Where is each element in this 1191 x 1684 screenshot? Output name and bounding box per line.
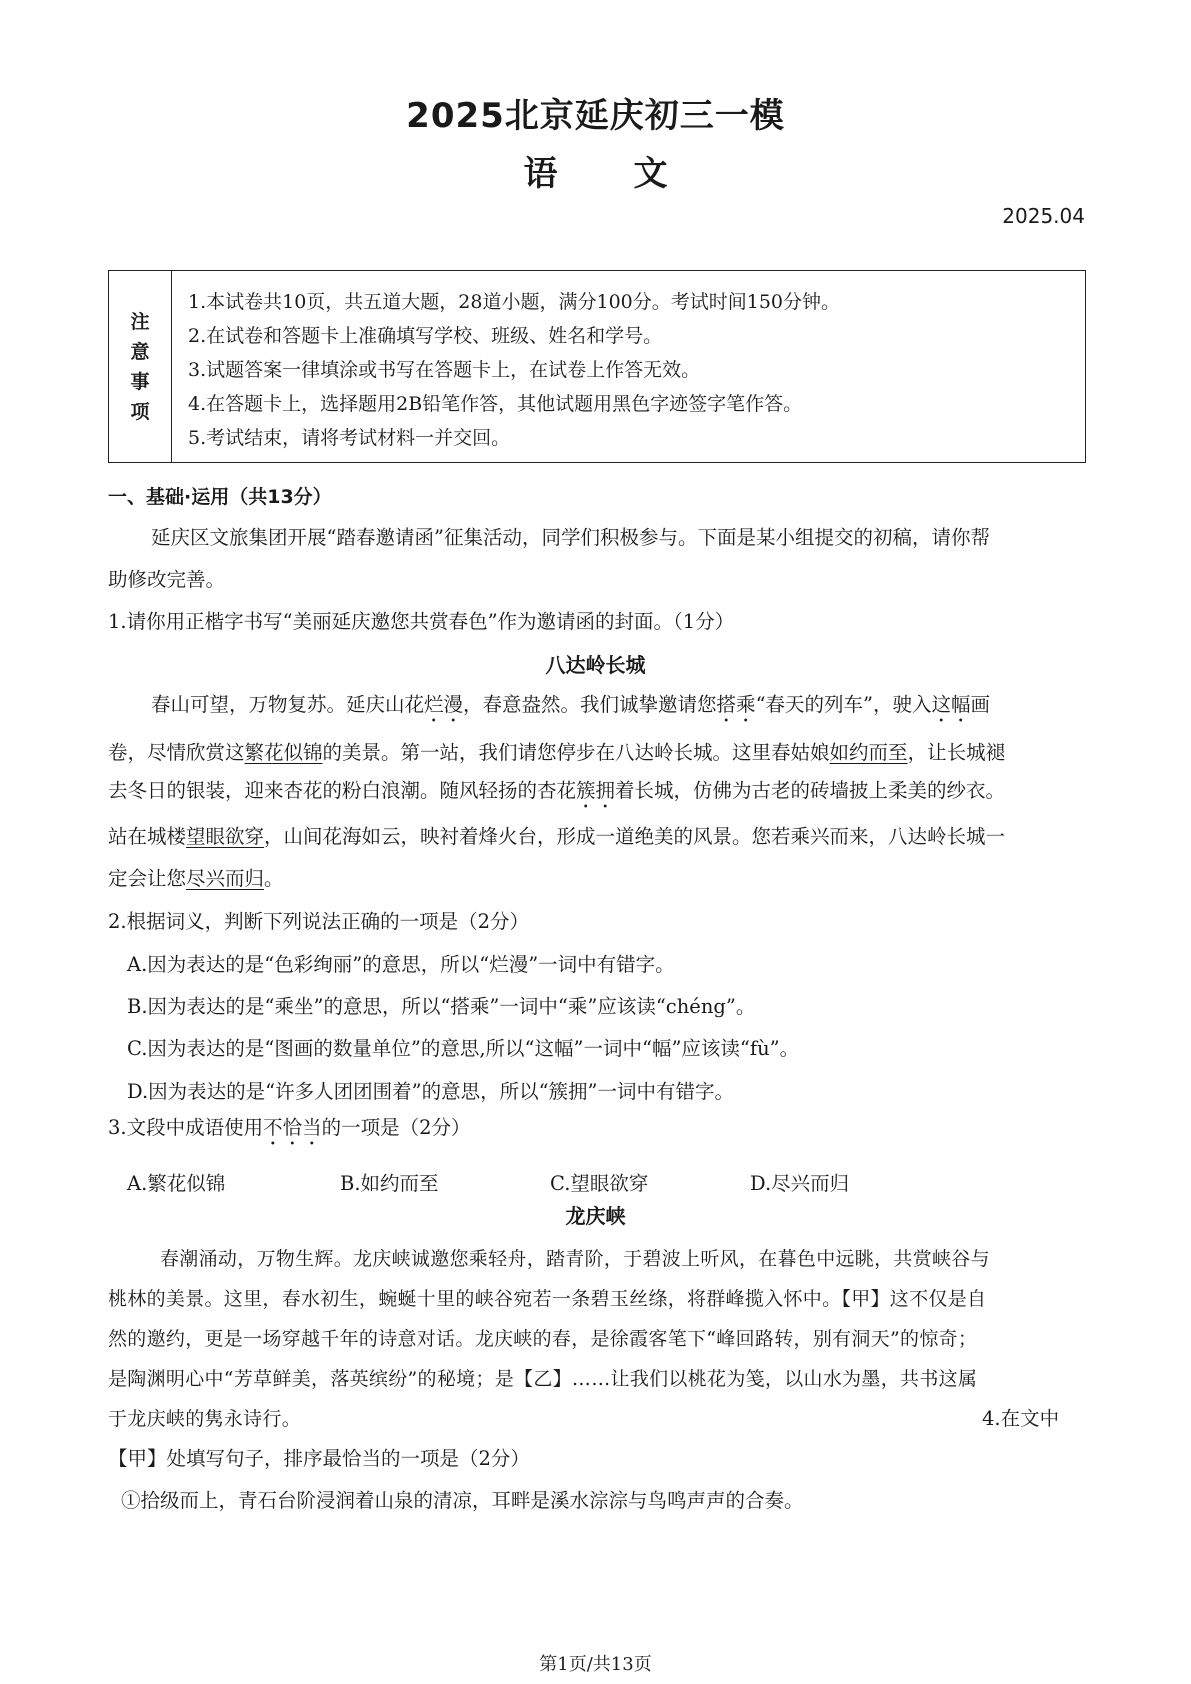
passage-title: 八达岭长城 xyxy=(545,653,646,677)
question-3 xyxy=(108,1113,471,1150)
option-d: D.因为表达的是“许多人团团围着”的意思，所以“簇拥”一词中有错字。 xyxy=(127,1080,735,1103)
notice-item: 3.试题答案一律填涂或书写在答题卡上，在试卷上作答无效。 xyxy=(188,359,701,381)
notice-label-char: 事 xyxy=(130,370,150,393)
option-a: A.因为表达的是“色彩绚丽”的意思，所以“烂漫”一词中有错字。 xyxy=(127,953,675,976)
underlined-idiom: 望眼欲穿 xyxy=(186,825,265,848)
text-span: 画 xyxy=(970,693,991,716)
dotted-word: 这幅 xyxy=(931,693,971,716)
notice-item: 1.本试卷共10页，共五道大题，28道小题，满分100分。考试时间150分钟。 xyxy=(188,291,841,313)
notice-label-char: 注 xyxy=(130,310,150,333)
question-4-number: 4.在文中 xyxy=(982,1407,1060,1430)
dotted-word: 不恰当 xyxy=(263,1116,322,1139)
q3-option-a: A.繁花似锦 xyxy=(127,1172,226,1195)
text-span: 的美景。第一站，我们请您停步在八达岭长城。这里春姑娘 xyxy=(322,741,830,764)
option-c: C.因为表达的是“图画的数量单位”的意思,所以“这幅”一词中“幅”应该读“fù”。 xyxy=(127,1037,800,1060)
q3-option-c: C.望眼欲穿 xyxy=(550,1172,649,1195)
passage-line xyxy=(108,864,284,894)
passage-line: 春潮涌动，万物生辉。龙庆峡诚邀您乘轻舟，踏青阶，于碧波上听风，在暮色中远眺，共赏峡谷与 xyxy=(160,1248,990,1270)
notice-item: 2.在试卷和答题卡上准确填写学校、班级、姓名和学号。 xyxy=(188,325,663,347)
dotted-word: 搭乘 xyxy=(716,693,756,716)
question-1: 1.请你用正楷字书写“美丽延庆邀您共赏春色”作为邀请函的封面。（1分） xyxy=(108,610,735,633)
text-span: 。 xyxy=(264,867,284,890)
dotted-word: 烂漫 xyxy=(424,693,464,716)
option-b: B.因为表达的是“乘坐”的意思，所以“搭乘”一词中“乘”应该读“chéng”。 xyxy=(127,995,756,1018)
q3-option-b: B.如约而至 xyxy=(340,1172,439,1195)
notice-item: 4.在答题卡上，选择题用2B铅笔作答，其他试题用黑色字迹签字笔作答。 xyxy=(188,393,803,415)
passage-line xyxy=(108,738,1005,768)
notice-label-char: 项 xyxy=(130,400,150,423)
passage-line xyxy=(108,776,1005,813)
text-span: 3.文段中成语使用 xyxy=(108,1116,264,1139)
subject-char-1: 语 xyxy=(523,154,558,194)
text-span: ，让长城褪 xyxy=(907,741,1006,764)
intro-line: 延庆区文旅集团开展“踏春邀请函”征集活动，同学们积极参与。下面是某小组提交的初稿，请你帮 xyxy=(151,526,990,549)
notice-label-char: 意 xyxy=(130,340,150,363)
section-heading: 一、基础·运用（共13分） xyxy=(108,486,332,508)
underlined-idiom: 繁花似锦 xyxy=(244,741,323,764)
text-span: ，春意盎然。我们诚挚邀请您 xyxy=(463,693,717,716)
text-span: 春山可望，万物复苏。延庆山花 xyxy=(151,693,425,716)
notice-box xyxy=(108,270,1086,463)
passage-line xyxy=(151,690,990,727)
text-span: 卷，尽情欣赏这 xyxy=(108,741,245,764)
question-2: 2.根据词义，判断下列说法正确的一项是（2分） xyxy=(108,910,530,933)
exam-date: 2025.04 xyxy=(1002,204,1085,228)
subject-char-2: 文 xyxy=(633,154,668,194)
passage-title: 龙庆峡 xyxy=(565,1204,626,1228)
q3-option-d: D.尽兴而归 xyxy=(750,1172,850,1195)
q4-item-1: ①拾级而上，青石台阶浸润着山泉的清凉，耳畔是溪水淙淙与鸟鸣声声的合奏。 xyxy=(121,1489,804,1512)
notice-label xyxy=(109,271,172,462)
passage-line xyxy=(108,822,1005,852)
text-span: 去冬日的银装，迎来杏花的粉白浪潮。随风轻扬的杏花 xyxy=(108,779,577,802)
text-span: 的一项是（2分） xyxy=(321,1116,471,1139)
notice-item: 5.考试结束，请将考试材料一并交回。 xyxy=(188,427,511,449)
passage-line: 然的邀约，更是一场穿越千年的诗意对话。龙庆峡的春，是徐霞客笔下“峰回路转，别有洞天”的惊奇； xyxy=(108,1328,978,1350)
exam-title: 2025北京延庆初三一模 xyxy=(406,96,785,136)
passage-line: 是陶渊明心中“芳草鲜美，落英缤纷”的秘境；是【乙】……让我们以桃花为笺，以山水为墨，共书这属 xyxy=(108,1368,978,1390)
underlined-idiom: 尽兴而归 xyxy=(186,867,265,890)
intro-line: 助修改完善。 xyxy=(108,568,226,591)
question-4: 【甲】处填写句子，排序最恰当的一项是（2分） xyxy=(108,1447,530,1470)
text-span: 站在城楼 xyxy=(108,825,187,848)
text-span: 着长城，仿佛为古老的砖墙披上柔美的纱衣。 xyxy=(615,779,1006,802)
page-footer: 第1页/共13页 xyxy=(539,1654,652,1675)
subject-title xyxy=(0,146,1191,195)
passage-line: 于龙庆峡的隽永诗行。 xyxy=(108,1408,302,1430)
text-span: “春天的列车”，驶入 xyxy=(755,693,932,716)
dotted-word: 簇拥 xyxy=(576,779,616,802)
underlined-idiom: 如约而至 xyxy=(829,741,908,764)
passage-line: 桃林的美景。这里，春水初生，蜿蜒十里的峡谷宛若一条碧玉丝绦，将群峰揽入怀中。【甲】这不仅是自 xyxy=(108,1288,987,1310)
notice-items xyxy=(172,271,1085,462)
text-span: ，山间花海如云，映衬着烽火台，形成一道绝美的风景。您若乘兴而来，八达岭长城一 xyxy=(264,825,1006,848)
text-span: 定会让您 xyxy=(108,867,187,890)
